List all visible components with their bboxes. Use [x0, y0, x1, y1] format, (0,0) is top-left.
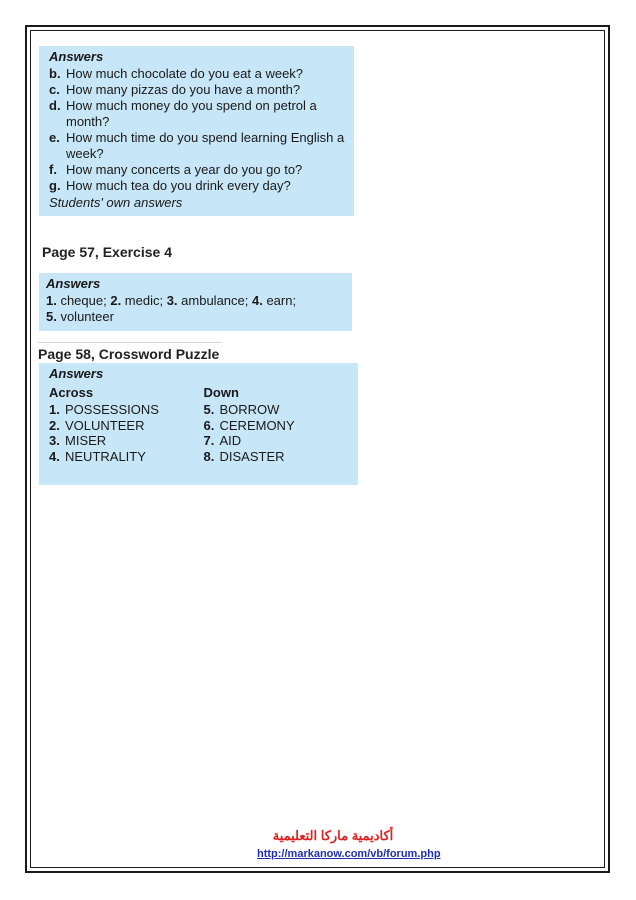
list-item — [49, 402, 204, 418]
item-letter: f. — [49, 162, 57, 177]
answers-heading: Answers — [49, 366, 104, 381]
item-number: 6. — [203, 417, 215, 433]
item-word: AID — [219, 433, 242, 448]
answer-number: 2. — [110, 293, 122, 308]
item-text: How much chocolate do you eat a week? — [66, 66, 304, 81]
list-item — [204, 449, 359, 465]
list-item — [49, 66, 354, 82]
section-title-crossword: Page 58, Crossword Puzzle — [38, 346, 220, 362]
list-item — [49, 82, 354, 98]
answer-line-1 — [46, 293, 352, 309]
item-letter: c. — [49, 82, 60, 97]
item-word: VOLUNTEER — [65, 417, 145, 433]
list-item — [49, 98, 354, 130]
item-text: How much tea do you drink every day? — [66, 178, 291, 193]
item-letter: e. — [49, 130, 60, 145]
item-word: CEREMONY — [219, 417, 295, 433]
list-item — [204, 418, 359, 434]
item-number: 3. — [49, 433, 60, 448]
item-text: How much money do you spend on petrol a month? — [66, 98, 317, 129]
answer-text: cheque; — [56, 293, 111, 308]
across-column — [49, 385, 204, 464]
item-letter: g. — [49, 178, 61, 193]
answers-box-crossword — [39, 363, 358, 485]
answer-text: ambulance; — [177, 293, 252, 308]
item-number: 8. — [203, 448, 215, 464]
answers-box-exercise-4 — [39, 273, 352, 331]
list-item — [49, 449, 204, 465]
item-text: How many pizzas do you have a month? — [66, 82, 301, 97]
list-item — [49, 178, 354, 194]
students-own-answers: Students' own answers — [49, 195, 183, 210]
answer-text: medic; — [121, 293, 167, 308]
list-item — [49, 130, 354, 162]
list-item — [49, 433, 204, 449]
item-letter: b. — [49, 66, 61, 81]
answer-number: 3. — [166, 293, 178, 308]
list-item — [204, 402, 359, 418]
title-divider — [38, 342, 222, 343]
item-number: 5. — [203, 402, 215, 417]
item-number: 1. — [49, 402, 60, 417]
answer-text: volunteer — [56, 309, 114, 324]
answer-text: earn; — [262, 293, 297, 308]
item-word: DISASTER — [219, 448, 285, 464]
item-word: POSSESSIONS — [65, 402, 159, 417]
list-item — [49, 418, 204, 434]
answer-number: 1. — [46, 293, 57, 308]
list-item — [204, 433, 359, 449]
list-item — [49, 162, 354, 178]
item-number: 4. — [49, 448, 60, 464]
answer-number: 4. — [251, 293, 263, 308]
answers-box-questions — [39, 46, 354, 216]
answer-line-2 — [46, 309, 352, 325]
item-word: NEUTRALITY — [65, 448, 146, 464]
item-number: 2. — [49, 417, 60, 433]
section-title-exercise-4: Page 57, Exercise 4 — [42, 244, 172, 260]
down-column — [204, 385, 359, 464]
item-number: 7. — [203, 433, 215, 448]
answer-number: 5. — [46, 309, 57, 324]
crossword-columns — [49, 385, 358, 464]
item-letter: d. — [49, 98, 61, 113]
footer-forum-link[interactable]: http://markanow.com/vb/forum.php — [257, 848, 441, 860]
item-word: BORROW — [219, 402, 280, 417]
answers-heading: Answers — [49, 49, 104, 64]
answers-heading: Answers — [46, 276, 101, 291]
answers-list — [49, 66, 354, 194]
across-label: Across — [49, 385, 94, 400]
down-label: Down — [203, 385, 239, 400]
item-text: How many concerts a year do you go to? — [66, 162, 303, 177]
footer-academy-name: أكاديمية ماركا التعليمية — [272, 828, 394, 843]
item-word: MISER — [65, 433, 107, 448]
item-text: How much time do you spend learning English a week? — [66, 130, 345, 161]
